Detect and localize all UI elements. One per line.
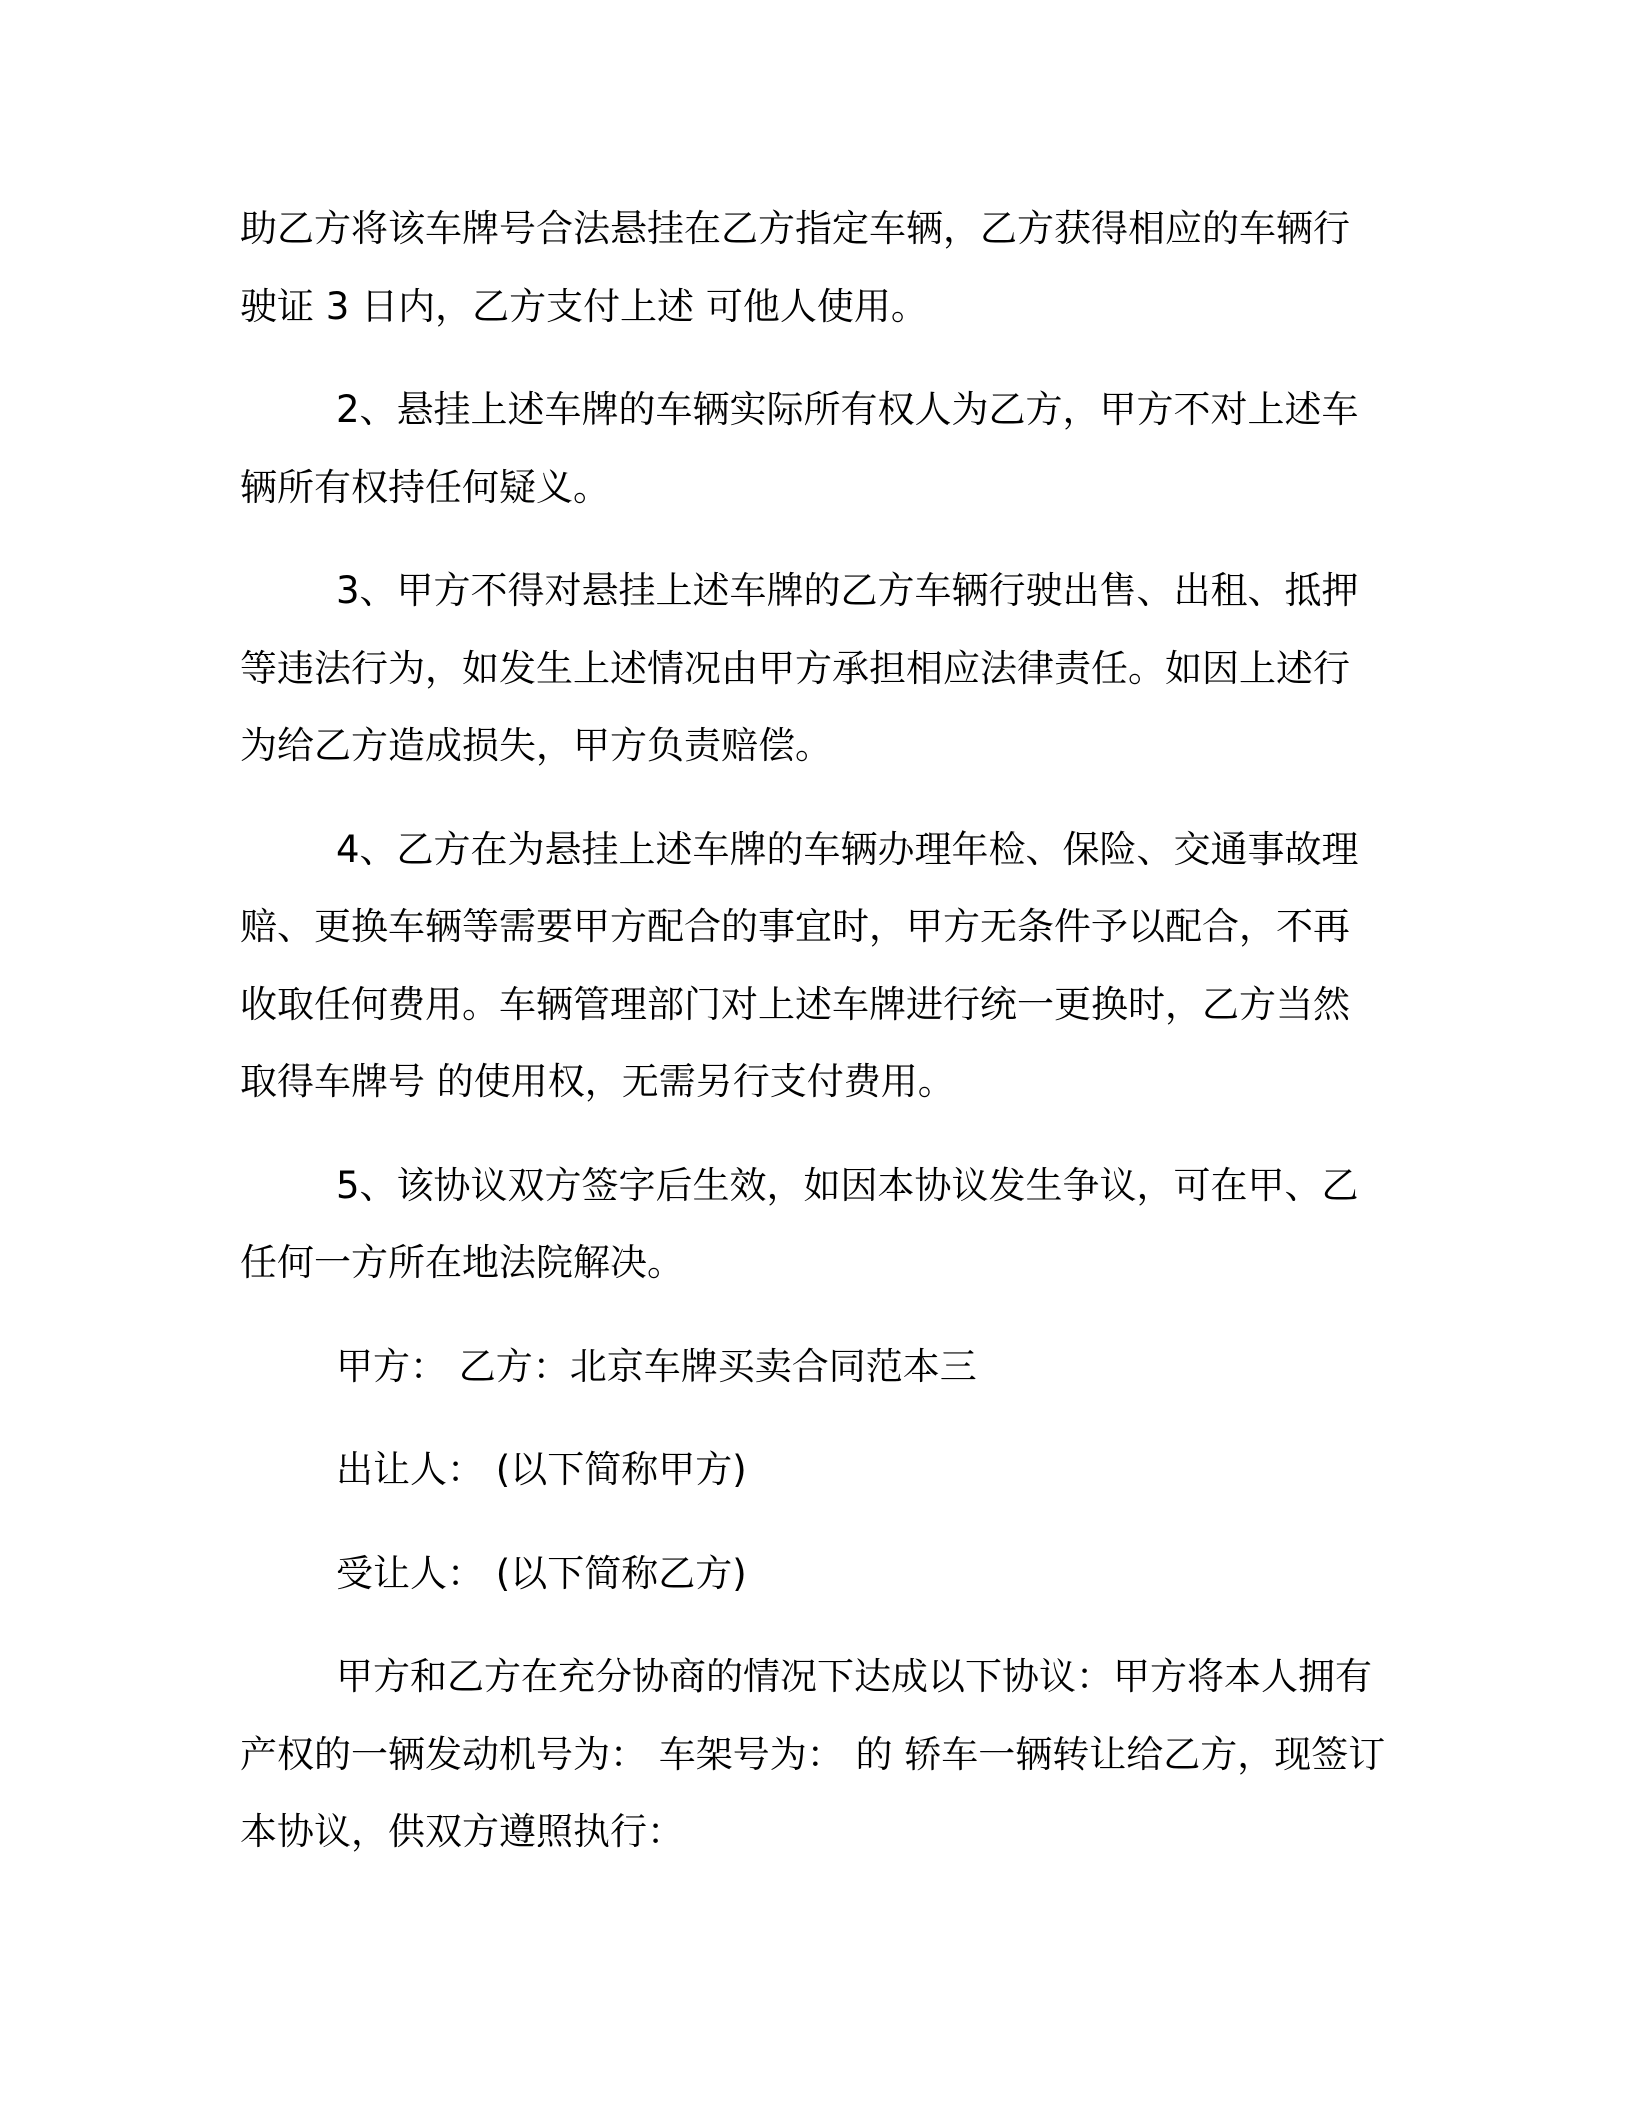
text-line: 本协议，供双方遵照执行： <box>240 1810 684 1853</box>
text-line: 收取任何费用。车辆管理部门对上述车牌进行统一更换时，乙方当然 <box>240 982 1350 1026</box>
text-line: 产权的一辆发动机号为： 车架号为： 的 轿车一辆转让给乙方，现签订 <box>240 1732 1386 1776</box>
text-line: 4、乙方在为悬挂上述车牌的车辆办理年检、保险、交通事故理 <box>336 827 1359 871</box>
text-line: 出让人： (以下简称甲方) <box>336 1448 747 1491</box>
document-page <box>240 190 1390 1871</box>
transferee-line <box>240 1535 1390 1613</box>
text-line: 甲方： 乙方：北京车牌买卖合同范本三 <box>336 1344 977 1388</box>
clause-3 <box>240 552 1390 785</box>
text-line: 受让人： (以下简称乙方) <box>336 1551 747 1595</box>
text-line: 辆所有权持任何疑义。 <box>240 465 610 509</box>
text-line: 2、悬挂上述车牌的车辆实际所有权人为乙方，甲方不对上述车 <box>336 388 1359 431</box>
text-line: 任何一方所在地法院解决。 <box>240 1241 684 1284</box>
text-line: 赔、更换车辆等需要甲方配合的事宜时，甲方无条件予以配合，不再 <box>240 905 1350 948</box>
paragraph-continuation <box>240 190 1390 345</box>
agreement-intro <box>240 1638 1390 1871</box>
clause-5 <box>240 1147 1390 1302</box>
transferor-line <box>240 1431 1390 1509</box>
text-line: 驶证 3 日内，乙方支付上述 可他人使用。 <box>240 284 928 328</box>
text-line: 等违法行为，如发生上述情况由甲方承担相应法律责任。如因上述行 <box>240 646 1350 690</box>
signature-line <box>240 1328 1390 1406</box>
clause-4 <box>240 811 1390 1121</box>
text-line: 取得车牌号 的使用权，无需另行支付费用。 <box>240 1060 955 1103</box>
clause-2 <box>240 371 1390 526</box>
text-line: 助乙方将该车牌号合法悬挂在乙方指定车辆，乙方获得相应的车辆行 <box>240 207 1350 250</box>
text-line: 为给乙方造成损失，甲方负责赔偿。 <box>240 724 832 767</box>
text-line: 甲方和乙方在充分协商的情况下达成以下协议：甲方将本人拥有 <box>336 1655 1372 1698</box>
text-line: 5、该协议双方签字后生效，如因本协议发生争议，可在甲、乙 <box>336 1163 1359 1207</box>
text-line: 3、甲方不得对悬挂上述车牌的乙方车辆行驶出售、出租、抵押 <box>336 569 1359 612</box>
